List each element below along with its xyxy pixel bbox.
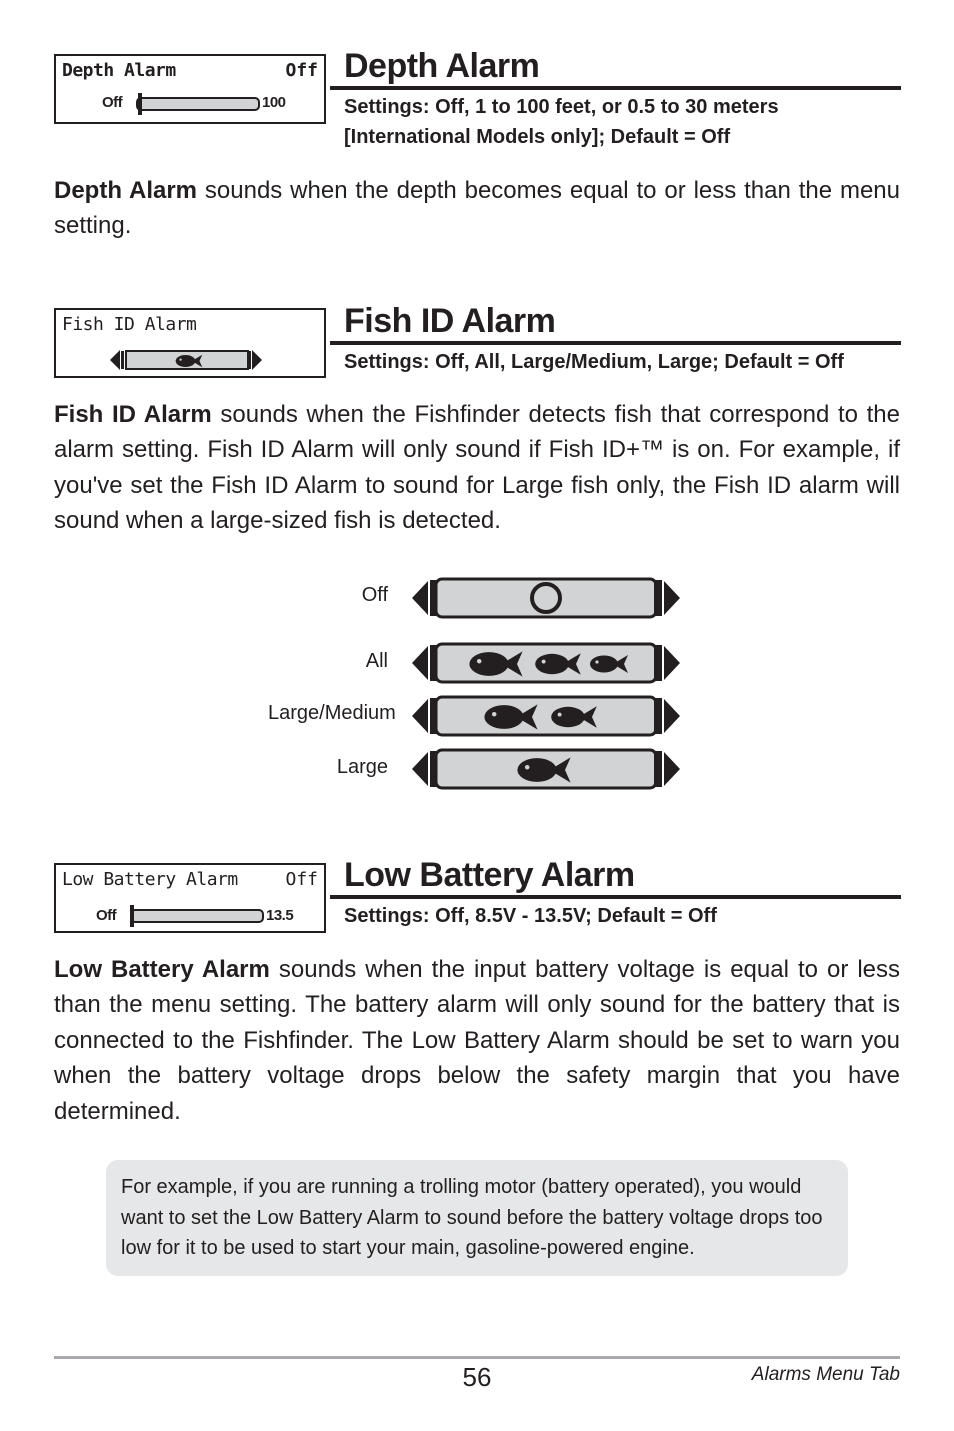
fish-id-alarm-menu-title: Fish ID Alarm — [62, 314, 197, 335]
depth-alarm-slider-max: 100 — [262, 94, 286, 111]
depth-alarm-settings-line1: Settings: Off, 1 to 100 feet, or 0.5 to 30 meters — [344, 96, 779, 118]
low-battery-alarm-heading: Low Battery Alarm — [344, 856, 635, 894]
depth-alarm-heading: Depth Alarm — [344, 47, 540, 85]
footer-section-title: Alarms Menu Tab — [751, 1364, 900, 1385]
low-battery-note — [106, 1160, 848, 1276]
fish-id-alarm-selector[interactable] — [108, 348, 264, 372]
footer-rule — [54, 1356, 900, 1359]
fish-option-label-all: All — [365, 650, 388, 672]
fish-option-bar-large-medium — [410, 695, 682, 737]
fish-id-alarm-settings: Settings: Off, All, Large/Medium, Large; Default = Off — [344, 351, 844, 373]
low-battery-alarm-rule — [330, 895, 901, 899]
low-battery-alarm-settings: Settings: Off, 8.5V - 13.5V; Default = Off — [344, 905, 717, 927]
depth-alarm-description-text: sounds when the depth becomes equal to or less than the menu setting. — [54, 177, 901, 240]
page-number: 56 — [462, 1362, 492, 1392]
low-battery-alarm-description-text: sounds when the input battery voltage is equal to or less than the menu setting. The battery alarm will only sound for the battery that is connected to the Fishfinder. The Low Battery Alarm should be set to warn you when the battery voltage drops below the safety margin that you have determined. — [54, 956, 900, 1125]
low-battery-slider[interactable] — [130, 909, 264, 923]
depth-alarm-description-term: Depth Alarm — [54, 177, 198, 204]
depth-alarm-menu-value: Off — [285, 60, 318, 81]
low-battery-note-text: For example, if you are running a trolling motor (battery operated), you would want to set the Low Battery Alarm to sound before the battery voltage drops too low for it to be used to start your main, gasoline-powered engine. — [121, 1176, 823, 1259]
depth-alarm-description — [54, 173, 900, 244]
fish-id-alarm-description — [54, 397, 900, 539]
fish-id-alarm-heading: Fish ID Alarm — [344, 302, 556, 340]
fish-id-alarm-menu[interactable] — [54, 308, 326, 378]
low-battery-alarm-description — [54, 952, 900, 1129]
low-battery-alarm-menu-value: Off — [285, 869, 318, 890]
fish-option-bar-large — [410, 748, 682, 790]
low-battery-slider-min: Off — [96, 907, 117, 924]
low-battery-slider-thumb[interactable] — [130, 905, 134, 927]
depth-alarm-menu-title: Depth Alarm — [62, 60, 176, 81]
fish-option-bar-all — [410, 642, 682, 684]
low-battery-alarm-menu-title: Low Battery Alarm — [62, 869, 238, 890]
low-battery-slider-max: 13.5 — [266, 907, 294, 924]
fish-option-bar-off — [410, 577, 682, 619]
depth-alarm-slider-thumb[interactable] — [138, 93, 142, 115]
low-battery-alarm-menu[interactable] — [54, 863, 326, 933]
depth-alarm-menu[interactable] — [54, 54, 326, 124]
fish-option-label-large: Large — [336, 756, 388, 778]
fish-id-alarm-rule — [330, 341, 901, 345]
depth-alarm-slider-min: Off — [102, 94, 123, 111]
fish-id-alarm-description-text: sounds when the Fishfinder detects fish that correspond to the alarm setting. Fish ID Alarm will only sound if Fish ID+™ is on. For example, if you've set the Fish ID Alarm to sound for Large fish only, the Fish ID alarm will sound when a large-sized fish is detected. — [54, 401, 901, 535]
depth-alarm-rule — [330, 86, 901, 90]
fish-option-label-large-medium: Large/Medium — [268, 702, 396, 724]
fish-option-label-off: Off — [361, 584, 388, 606]
fish-id-alarm-description-term: Fish ID Alarm — [54, 401, 212, 428]
depth-alarm-slider[interactable] — [136, 97, 260, 111]
depth-alarm-settings-line2: [International Models only]; Default = Off — [344, 126, 731, 148]
low-battery-alarm-description-term: Low Battery Alarm — [54, 956, 270, 983]
